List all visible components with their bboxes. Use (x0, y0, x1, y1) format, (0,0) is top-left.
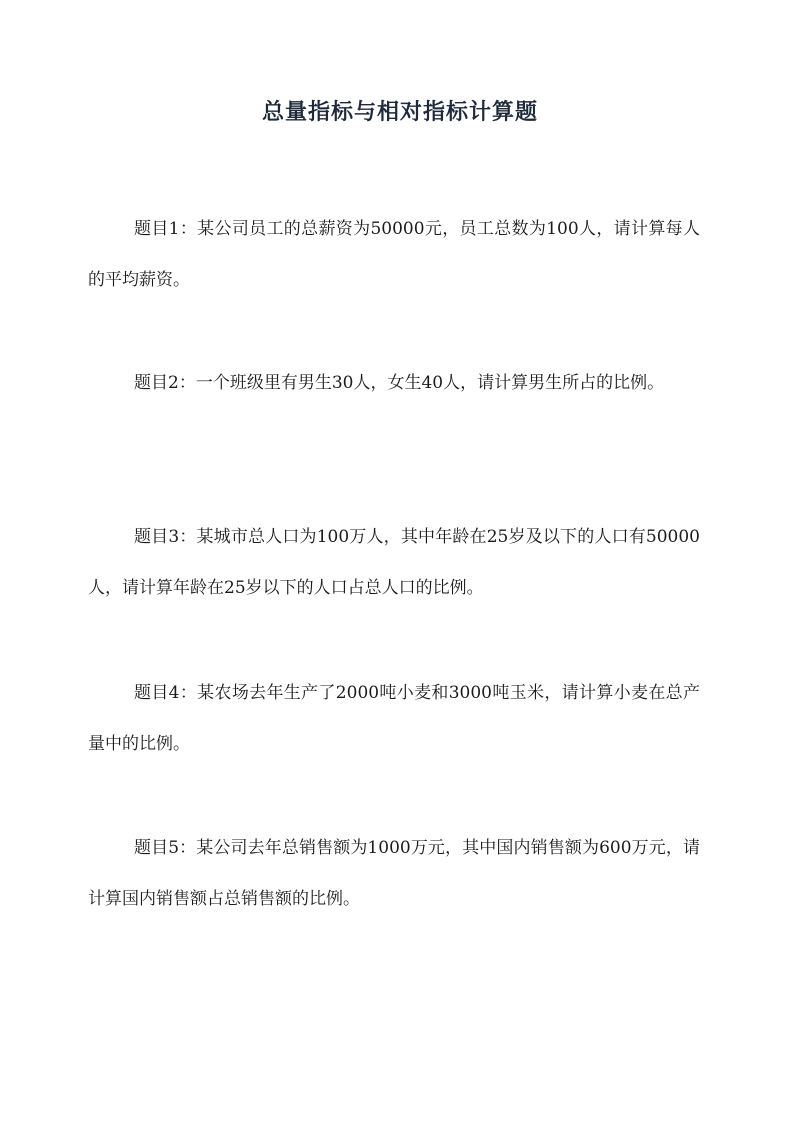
question-1 (88, 204, 700, 306)
question-5 (88, 823, 700, 925)
question-5-text: 题目5：某公司去年总销售额为1000万元，其中国内销售额为600万元，请计算国内销售额占总销售额的比例。 (88, 838, 700, 909)
question-4 (88, 668, 700, 770)
question-3-text: 题目3：某城市总人口为100万人，其中年龄在25岁及以下的人口有50000人，请计算年龄在25岁以下的人口占总人口的比例。 (88, 527, 700, 598)
question-4-text: 题目4：某农场去年生产了2000吨小麦和3000吨玉米，请计算小麦在总产量中的比例。 (88, 683, 700, 754)
question-3 (88, 512, 700, 614)
question-1-text: 题目1：某公司员工的总薪资为50000元，员工总数为100人，请计算每人的平均薪资。 (88, 219, 700, 290)
document-title: 总量指标与相对指标计算题 (261, 99, 538, 125)
question-2-text: 题目2：一个班级里有男生30人，女生40人，请计算男生所占的比例。 (134, 373, 665, 393)
question-2 (88, 358, 700, 409)
